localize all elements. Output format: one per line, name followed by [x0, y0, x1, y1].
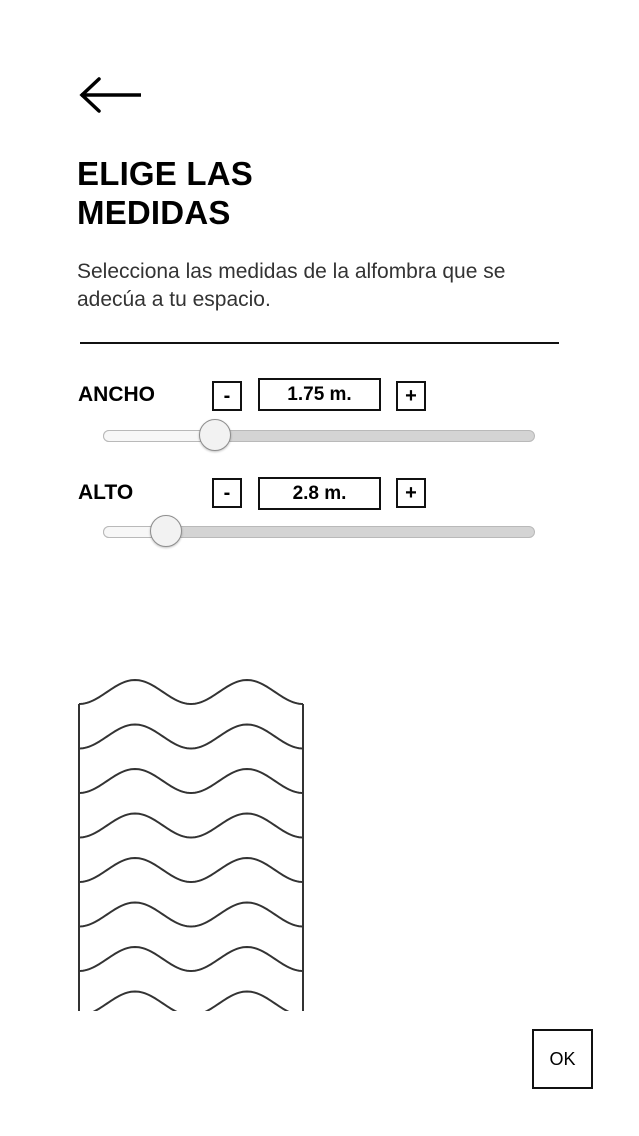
- ok-button[interactable]: OK: [532, 1029, 593, 1089]
- back-button[interactable]: [78, 76, 144, 114]
- wave-pattern-icon: [77, 676, 307, 1011]
- rug-preview: [77, 676, 307, 1016]
- page-title: ELIGE LAS MEDIDAS: [77, 155, 253, 231]
- rug-wave-line: [79, 947, 303, 971]
- height-slider-thumb[interactable]: [150, 515, 182, 547]
- rug-wave-line: [79, 725, 303, 749]
- rug-wave-line: [79, 814, 303, 838]
- height-decrement-button[interactable]: -: [212, 478, 242, 508]
- divider: [80, 342, 559, 344]
- width-slider[interactable]: [103, 416, 535, 456]
- rug-wave-line: [79, 992, 303, 1012]
- height-increment-button[interactable]: +: [396, 478, 426, 508]
- rug-wave-line: [79, 680, 303, 704]
- width-label: ANCHO: [78, 383, 155, 406]
- height-slider[interactable]: [103, 512, 535, 552]
- width-decrement-button[interactable]: -: [212, 381, 242, 411]
- width-increment-button[interactable]: +: [396, 381, 426, 411]
- rug-wave-line: [79, 903, 303, 927]
- page-subtitle: Selecciona las medidas de la alfombra que se adecúa a tu espacio.: [77, 260, 506, 311]
- height-value-field[interactable]: 2.8 m.: [258, 477, 381, 510]
- rug-wave-line: [79, 769, 303, 793]
- height-label: ALTO: [78, 481, 134, 504]
- rug-wave-line: [79, 858, 303, 882]
- width-value-field[interactable]: 1.75 m.: [258, 378, 381, 411]
- arrow-left-icon: [78, 76, 144, 114]
- width-slider-thumb[interactable]: [199, 419, 231, 451]
